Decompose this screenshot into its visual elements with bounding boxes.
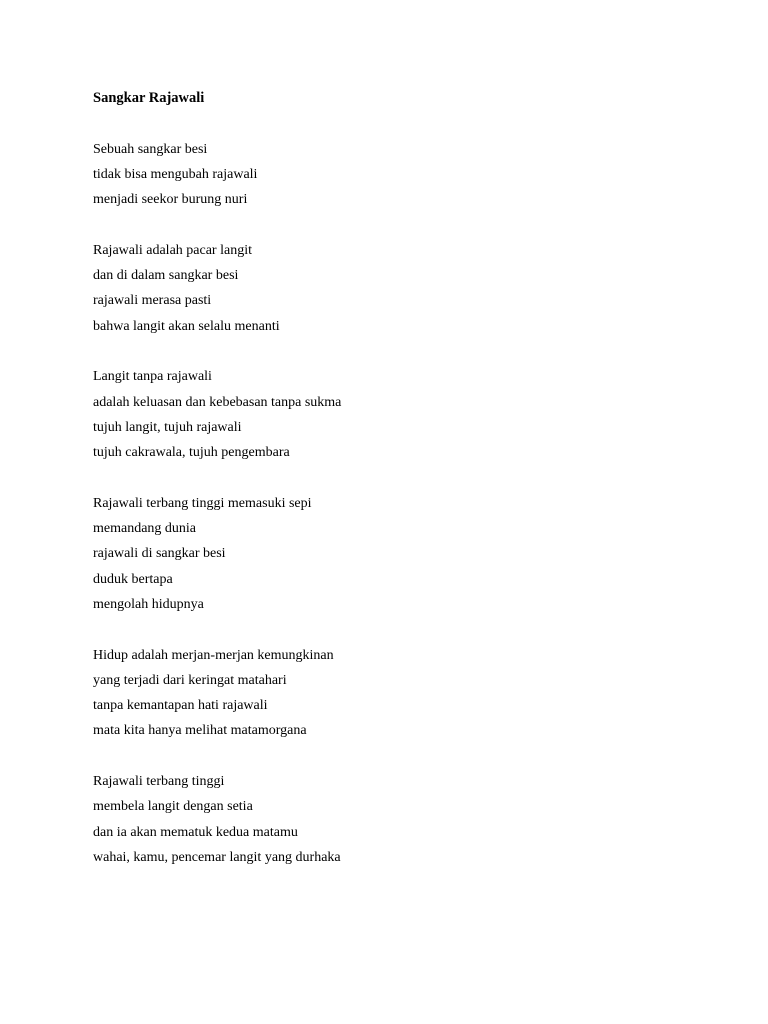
poem-line: bahwa langit akan selalu menanti [93, 318, 280, 334]
poem-line: duduk bertapa [93, 571, 173, 587]
stanza-5 [93, 643, 693, 744]
poem-line: tujuh langit, tujuh rajawali [93, 419, 242, 435]
poem-line: Rajawali terbang tinggi [93, 774, 225, 790]
poem-line: tanpa kemantapan hati rajawali [93, 698, 268, 714]
poem-line: adalah keluasan dan kebebasan tanpa sukma [93, 394, 342, 410]
poem-line: Langit tanpa rajawali [93, 369, 212, 385]
stanza-6 [93, 769, 693, 870]
stanza-3 [93, 364, 693, 465]
poem-line: mata kita hanya melihat matamorgana [93, 723, 307, 739]
poem-line: rajawali merasa pasti [93, 293, 212, 309]
stanza-2 [93, 238, 693, 339]
poem-title: Sangkar Rajawali [93, 90, 205, 106]
stanza-4 [93, 491, 693, 617]
poem-line: Rajawali adalah pacar langit [93, 242, 252, 258]
poem-line: mengolah hidupnya [93, 596, 204, 612]
poem-line: dan ia akan mematuk kedua matamu [93, 824, 298, 840]
poem [93, 86, 693, 896]
poem-line: rajawali di sangkar besi [93, 546, 226, 562]
stanza-1 [93, 137, 693, 213]
poem-line: wahai, kamu, pencemar langit yang durhaka [93, 849, 341, 865]
poem-line: membela langit dengan setia [93, 799, 253, 815]
poem-line: tidak bisa mengubah rajawali [93, 166, 258, 182]
poem-line: Sebuah sangkar besi [93, 141, 208, 157]
poem-line: Hidup adalah merjan-merjan kemungkinan [93, 647, 334, 663]
poem-line: dan di dalam sangkar besi [93, 268, 239, 284]
poem-line: Rajawali terbang tinggi memasuki sepi [93, 495, 312, 511]
poem-line: tujuh cakrawala, tujuh pengembara [93, 445, 290, 461]
poem-line: yang terjadi dari keringat matahari [93, 672, 287, 688]
poem-line: memandang dunia [93, 521, 197, 537]
poem-line: menjadi seekor burung nuri [93, 192, 248, 208]
